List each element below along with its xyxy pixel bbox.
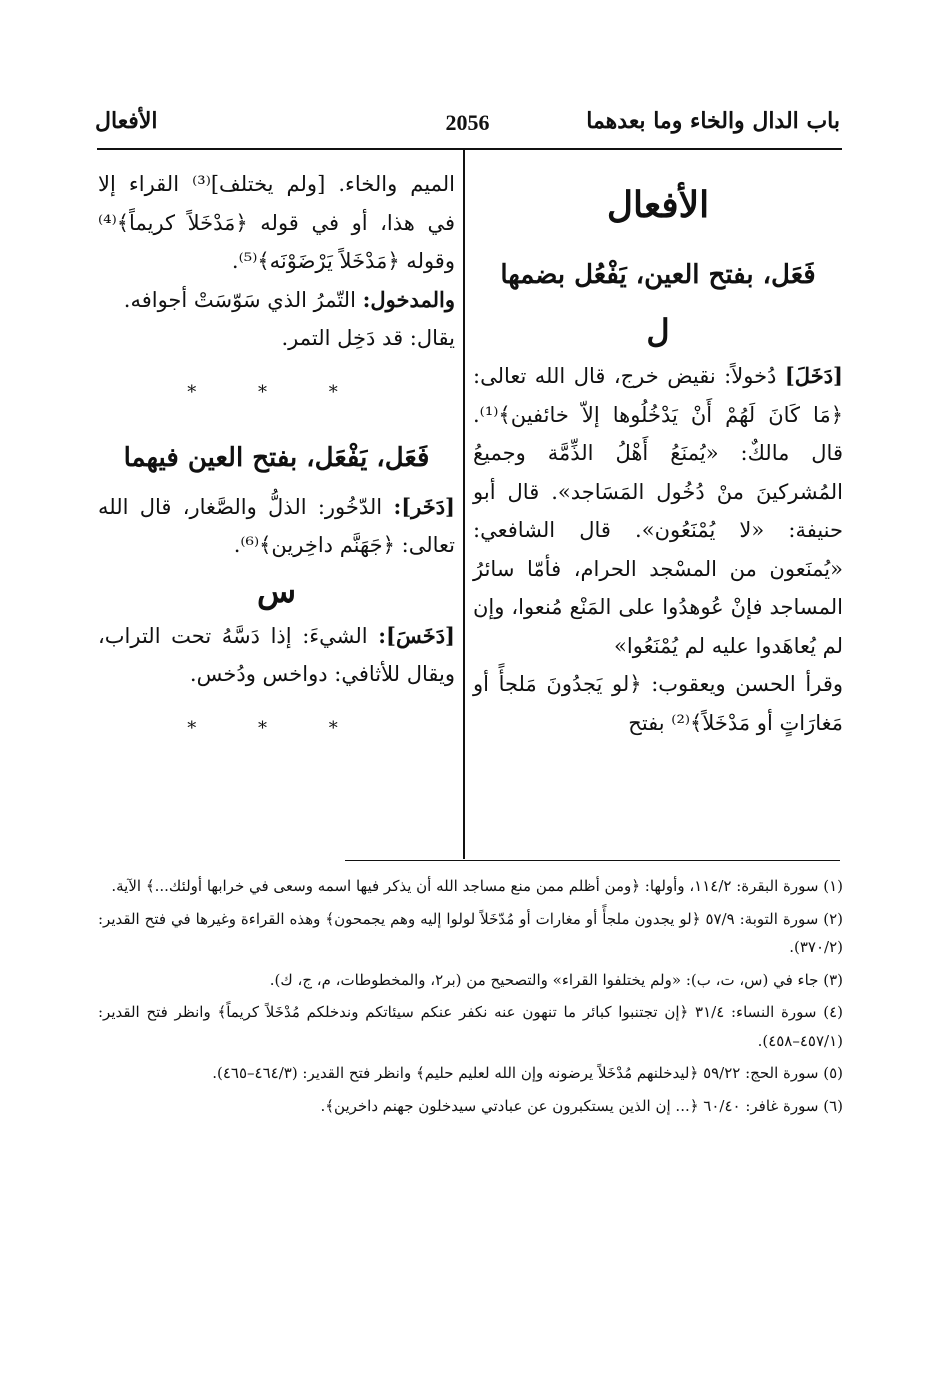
entry-dakhala-reading: وقرأ الحسن ويعقوب: ﴿لو يَجدُونَ مَلجأً أو مَغارَاتٍ أو مَدْخَلاً﴾⁽²⁾ بفتح [473, 672, 843, 735]
entry-body: دُخولاً: نقيض خرج، قال الله تعالى: ﴿مَا كَانَ لَهُمْ أَنْ يَدْخُلُوها إلاّ خائفين﴾⁽¹⁾. قال مالكٌ: «يُمنَعُ أَهْلُ الذِّمَّة وجميعُ المُشركينَ منْ دُخُول المَسَاجد». قال أبو حنيفة: «لا يُمْنَعُون». قال الشافعي: «يُمنَعون من المسْجد الحرام، فأمّا سائرُ المساجد فإنْ عُوهدُوا على المَنْع مُنعوا، وإن لم يُعاهَدوا عليه لم يُمْنَعُوا» [473, 364, 843, 658]
section-separator: * * * [187, 381, 366, 403]
page-number: 2056 [445, 110, 490, 135]
entry-dakhasa [98, 617, 455, 694]
footnote: (٥) سورة الحج: ٥٩/٢٢ ﴿ليدخلنهم مُدْخَلاً يرضونه وإن الله لعليم حليم﴾ وانظر فتح القدير: (٤٦٤/٣–٤٦٥). [212, 1064, 843, 1082]
entry-headword: [دَخَسَ]: [378, 622, 455, 648]
column-divider [463, 149, 465, 859]
footnote: (٣) جاء في (س، ت، ب): «ولم يختلفوا القراء» والتصحيح من (بر٢، والمخطوطات، م، ج، ك). [269, 970, 843, 989]
entry-headword: [دَخَلَ] [784, 363, 843, 388]
header-rule [97, 148, 842, 150]
entry-body: التّمرُ الذي سَوّسَتْ أجوافه. [123, 287, 356, 312]
left-column [98, 165, 455, 764]
pattern-heading: فَعَل، بفتح العين، يَفْعُل بضمها [500, 260, 816, 290]
footnotes [98, 872, 843, 1124]
footnote: (٢) سورة التوبة: ٥٧/٩ ﴿لو يجدون ملجأً أو مغارات أو مُدّخَلاً لولوا إليه وهم يجمحون﴾ وهذه القراءة وغيرها في فتح القدير: (٣٧٠/٢). [98, 909, 843, 956]
entry-madkhul [98, 281, 455, 320]
footnote: (٤) سورة النساء: ٣١/٤ ﴿إن تجتنبوا كبائر ما تنهون عنه نكفر عنكم سيئاتكم وندخلكم مُدْخَلاً كريماً﴾ وانظر فتح القدير: (٤٥٧/١–٤٥٨). [98, 1003, 843, 1050]
pattern-heading: فَعَل، يَفْعَل، بفتح العين فيهما [123, 442, 430, 473]
continuation-paragraph: الميم والخاء. [ولم يختلف]⁽³⁾ القراء إلا في هذا، أو في قوله ﴿مَدْخَلاً كريماً﴾⁽⁴⁾ وقوله ﴿مَدْخَلاً يَرْضَوْنَه﴾⁽⁵⁾. [98, 172, 455, 273]
usage-line: يقال: قد دَخِل التمر. [281, 326, 455, 350]
entry-headword: [دَخَر]: [393, 493, 455, 519]
footnote: (١) سورة البقرة: ١١٤/٢، وأولها: ﴿ومن أظلم ممن منع مساجد الله أن يذكر فيها اسمه وسعى في خرابها أولئك...﴾ الآية. [111, 877, 843, 895]
chapter-title: باب الدال والخاء وما بعدهما [586, 108, 840, 134]
footnote-rule [345, 860, 840, 861]
entry-body: الشيءَ: إذا دَسَّهُ تحت التراب، ويقال للأثافي: دواخس ودُخس. [98, 623, 455, 686]
entry-dakhara [98, 488, 455, 565]
entry-body: الدّخُور: الذلُّ والصَّغار، قال الله تعالى: ﴿جَهَنَّم داخِرين﴾⁽⁶⁾. [98, 494, 455, 557]
running-header [95, 100, 840, 148]
entry-headword: والمدخول: [362, 286, 455, 312]
footnote: (٦) سورة غافر: ٦٠/٤٠ ﴿... إن الذين يستكبرون عن عبادتي سيدخلون جهنم داخرين﴾. [320, 1096, 843, 1115]
letter-heading: ل [646, 312, 670, 350]
letter-heading: س [256, 571, 297, 610]
section-label: الأفعال [95, 108, 158, 134]
right-column [473, 165, 843, 742]
entry-dakhala [473, 357, 843, 665]
main-heading: الأفعال [606, 184, 710, 226]
section-separator: * * * [187, 717, 366, 739]
